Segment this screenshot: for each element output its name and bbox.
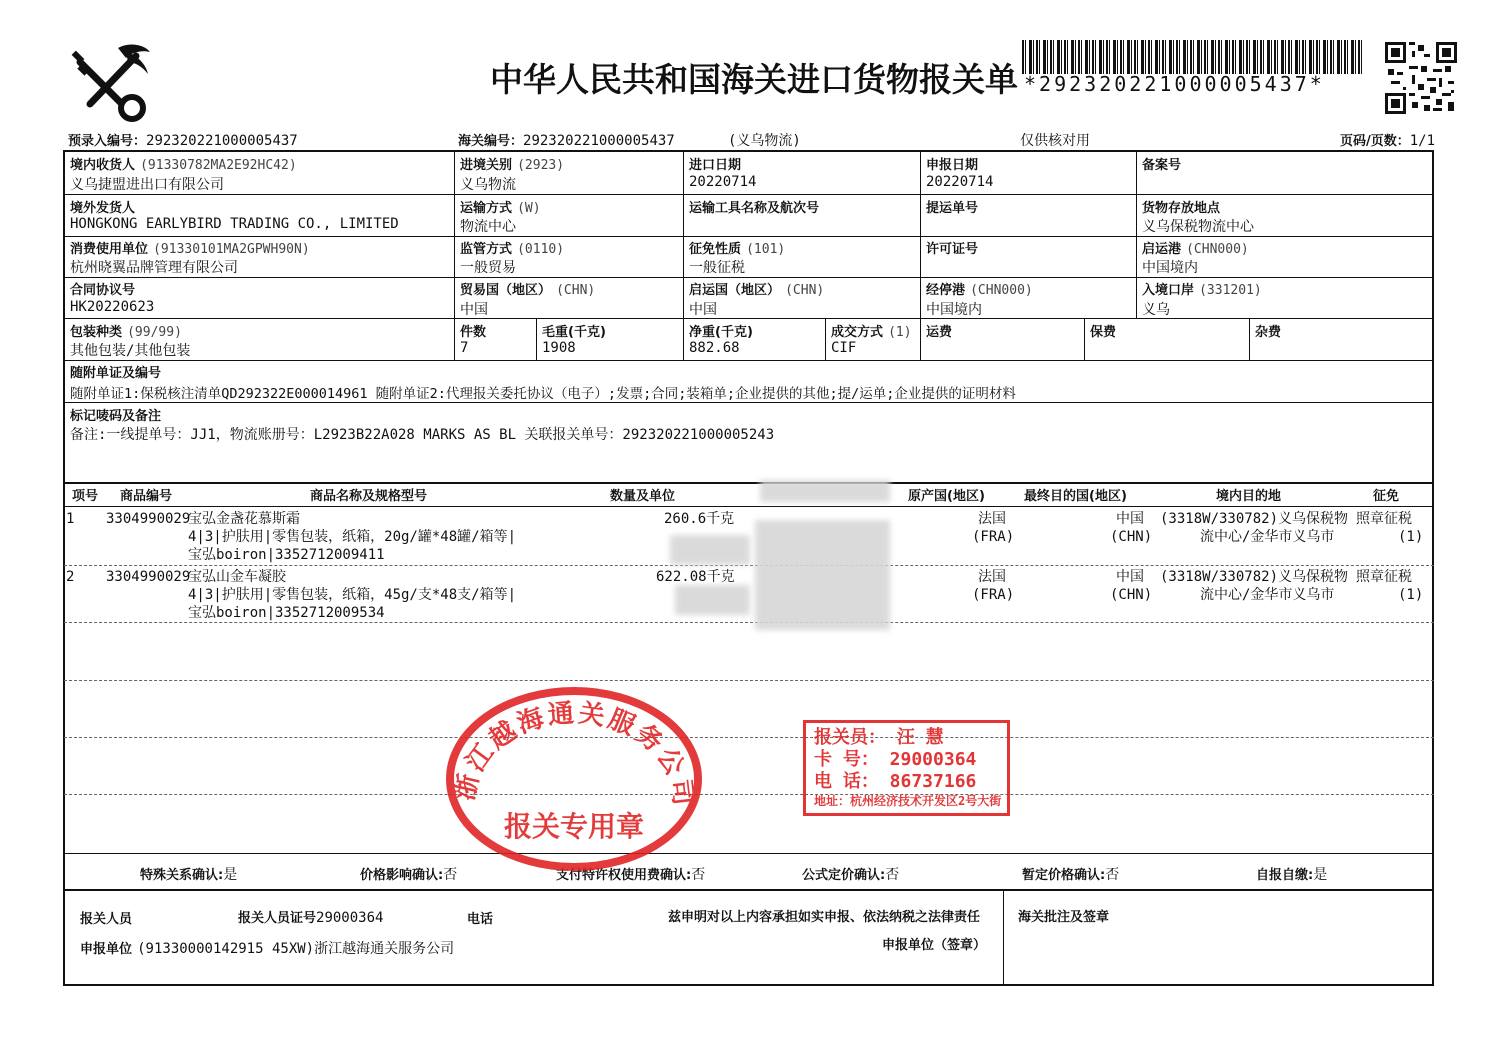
remarks-value: 备注:一线提单号：JJ1，物流账册号：L2923B22A028 MARKS AS BL 关联报关单号：292320221000005243 xyxy=(70,427,775,443)
transaction-code: (1) xyxy=(888,325,912,340)
price-impact-label: 价格影响确认: xyxy=(360,868,444,883)
row-levy-code: (1) xyxy=(1398,587,1424,603)
transport-mode-label: 运输方式 xyxy=(460,201,513,216)
col-final-dest: 最终目的国(地区) xyxy=(1024,489,1127,504)
consignee-label: 境内收货人 xyxy=(70,158,136,173)
departure-port-label: 启运港 xyxy=(1142,242,1182,257)
import-date-value: 20220714 xyxy=(689,174,757,190)
entry-port-value: 义乌 xyxy=(1142,302,1170,318)
stamp-line-declarant: 报关员： 汪 慧 xyxy=(814,727,944,748)
redacted-region xyxy=(755,520,890,630)
pre-entry-number: 292320221000005437 xyxy=(146,133,298,149)
departure-port-code: (CHN000) xyxy=(1186,242,1249,257)
consignee-code: (91330782MA2E92HC42) xyxy=(140,158,297,173)
bill-no-label: 提运单号 xyxy=(926,201,979,216)
row-hs-code: 3304990029 xyxy=(106,569,191,585)
consumer-code: (91330101MA2GPWH90N) xyxy=(153,242,310,257)
row-goods-brand: 宝弘boiron|3352712009411 xyxy=(188,547,385,563)
phone-label: 电话 xyxy=(467,912,494,927)
row-goods-name: 宝弘山金车凝胶 xyxy=(188,569,286,585)
redacted-region xyxy=(675,585,750,615)
row-final-dest-code: (CHN) xyxy=(1110,587,1153,603)
consignee-value: 义乌捷盟进出口有限公司 xyxy=(70,177,224,193)
attached-docs-value: 随附单证1:保税核注清单QD292322E000014961 随附单证2:代理报关委托协议（电子）;发票;合同;装箱单;企业提供的其他;提/运单;企业提供的证明材料 xyxy=(70,386,1016,402)
row-origin: 法国 xyxy=(978,511,1006,527)
attached-docs-label: 随附单证及编号 xyxy=(70,366,162,381)
supervision-value: 一般贸易 xyxy=(460,260,516,276)
row-domestic-dest: (3318W/330782)义乌保税物 xyxy=(1160,569,1349,585)
row-goods-spec: 4|3|护肤用|零售包装，纸箱，20g/罐*48罐/箱等| xyxy=(188,529,517,545)
declare-date-value: 20220714 xyxy=(926,174,994,190)
row-domestic-dest-2: 流中心/金华市义乌市 xyxy=(1200,529,1335,545)
page-title: 中华人民共和国海关进口货物报关单 xyxy=(490,60,1018,99)
row-domestic-dest: (3318W/330782)义乌保税物 xyxy=(1160,511,1349,527)
freight-label: 运费 xyxy=(926,325,953,340)
import-date-label: 进口日期 xyxy=(689,158,742,173)
consumer-label: 消费使用单位 xyxy=(70,242,149,257)
trade-country-label: 贸易国（地区） xyxy=(460,283,552,298)
package-type-label: 包装种类 xyxy=(70,325,123,340)
unit-signature-label: 申报单位（签章） xyxy=(882,938,987,953)
row-goods-name: 宝弘金盏花慕斯霜 xyxy=(188,511,300,527)
pieces-value: 7 xyxy=(460,340,469,356)
special-relation-value: 是 xyxy=(223,867,238,883)
col-origin: 原产国(地区) xyxy=(908,489,985,504)
provisional-price-value: 否 xyxy=(1105,867,1120,883)
stamp-line-address: 地址：杭州经济技术开发区2号大街 xyxy=(814,794,1002,808)
row-levy: 照章征税 xyxy=(1356,511,1412,527)
row-no: 1 xyxy=(66,511,75,527)
special-relation-label: 特殊关系确认: xyxy=(140,868,224,883)
levy-code: (101) xyxy=(746,242,786,257)
self-pay-label: 自报自缴: xyxy=(1256,868,1314,883)
customs-approval-label: 海关批注及签章 xyxy=(1018,910,1110,925)
origin-country-value: 中国 xyxy=(689,302,717,318)
col-levy: 征免 xyxy=(1373,489,1400,504)
customs-number: 292320221000005437 xyxy=(523,133,675,149)
customs-no-label: 海关编号： xyxy=(458,134,524,149)
row-quantity: 622.08千克 xyxy=(656,569,735,585)
net-weight-label: 净重(千克) xyxy=(689,325,753,340)
remarks-label: 标记唛码及备注 xyxy=(70,409,162,424)
misc-fee-label: 杂费 xyxy=(1255,325,1282,340)
row-levy: 照章征税 xyxy=(1356,569,1412,585)
contract-label: 合同协议号 xyxy=(70,283,136,298)
row-final-dest-code: (CHN) xyxy=(1110,529,1153,545)
row-domestic-dest-2: 流中心/金华市义乌市 xyxy=(1200,587,1335,603)
shipper-label: 境外发货人 xyxy=(70,201,136,216)
row-goods-brand: 宝弘boiron|3352712009534 xyxy=(188,605,385,621)
origin-country-code: (CHN) xyxy=(785,283,825,298)
page-label: 页码/页数： xyxy=(1340,134,1410,149)
formula-price-value: 否 xyxy=(885,867,900,883)
contract-value: HK20220623 xyxy=(70,299,155,315)
row-no: 2 xyxy=(66,569,75,585)
entry-customs-value: 义乌物流 xyxy=(460,177,516,193)
supervision-code: (0110) xyxy=(517,242,565,257)
trade-country-value: 中国 xyxy=(460,302,488,318)
declaring-unit-value: (91330000142915 45XW)浙江越海通关服务公司 xyxy=(137,941,455,957)
package-type-code: (99/99) xyxy=(127,325,182,340)
transaction-value: CIF xyxy=(831,340,857,356)
entry-port-code: (331201) xyxy=(1199,283,1262,298)
transport-mode-code: (W) xyxy=(517,201,541,216)
customs-name: (义乌物流) xyxy=(728,133,801,149)
customs-emblem-logo xyxy=(66,42,158,122)
redacted-region xyxy=(670,535,750,565)
entry-customs-label: 进境关别 xyxy=(460,158,513,173)
seal-ring-text: 浙江越海通关服务公司 xyxy=(449,698,699,810)
declare-date-label: 申报日期 xyxy=(926,158,979,173)
gross-weight-value: 1908 xyxy=(542,340,576,356)
insurance-label: 保费 xyxy=(1090,325,1117,340)
transaction-label: 成交方式 xyxy=(831,325,884,340)
col-goods-name: 商品名称及规格型号 xyxy=(310,489,428,504)
company-seal-stamp xyxy=(444,684,704,874)
row-origin-code: (FRA) xyxy=(972,529,1015,545)
provisional-price-label: 暂定价格确认: xyxy=(1022,868,1106,883)
stamp-line-card: 卡 号： 29000364 xyxy=(814,749,977,770)
legal-statement: 兹申明对以上内容承担如实申报、依法纳税之法律责任 xyxy=(668,910,981,925)
row-hs-code: 3304990029 xyxy=(106,511,191,527)
declarant-label: 报关人员 xyxy=(80,912,133,927)
entry-port-label: 入境口岸 xyxy=(1142,283,1195,298)
col-hs-code: 商品编号 xyxy=(120,489,173,504)
declaring-unit-label: 申报单位 xyxy=(80,942,133,957)
declarant-cert-value: 29000364 xyxy=(316,910,384,926)
gross-weight-label: 毛重(千克) xyxy=(542,325,606,340)
net-weight-value: 882.68 xyxy=(689,340,740,356)
package-type-value: 其他包装/其他包装 xyxy=(70,343,191,359)
storage-place-label: 货物存放地点 xyxy=(1142,201,1221,216)
barcode xyxy=(1022,40,1364,74)
declarant-stamp xyxy=(803,720,1010,816)
pieces-label: 件数 xyxy=(460,325,487,340)
col-item-no: 项号 xyxy=(72,489,99,504)
transit-port-label: 经停港 xyxy=(926,283,966,298)
row-quantity: 260.6千克 xyxy=(664,511,735,527)
page-value: 1/1 xyxy=(1409,133,1436,149)
transport-mode-value: 物流中心 xyxy=(460,219,516,235)
col-domestic-dest: 境内目的地 xyxy=(1216,489,1282,504)
origin-country-label: 启运国（地区） xyxy=(689,283,781,298)
transit-port-code: (CHN000) xyxy=(970,283,1033,298)
departure-port-value: 中国境内 xyxy=(1142,260,1198,276)
redacted-region xyxy=(760,480,890,502)
levy-label: 征免性质 xyxy=(689,242,742,257)
storage-place-value: 义乌保税物流中心 xyxy=(1142,219,1254,235)
transit-port-value: 中国境内 xyxy=(926,302,982,318)
formula-price-label: 公式定价确认: xyxy=(802,868,886,883)
row-final-dest: 中国 xyxy=(1116,569,1144,585)
self-pay-value: 是 xyxy=(1313,867,1328,883)
royalty-label: 支付特许权使用费确认: xyxy=(556,868,692,883)
pre-entry-label: 预录入编号： xyxy=(68,134,147,149)
seal-center-text: 报关专用章 xyxy=(503,810,645,843)
levy-value: 一般征税 xyxy=(689,260,745,276)
barcode-text: *292320221000005437* xyxy=(1024,72,1325,96)
check-note: 仅供核对用 xyxy=(1020,133,1090,149)
stamp-line-phone: 电 话： 86737166 xyxy=(814,771,977,792)
royalty-value: 否 xyxy=(691,867,706,883)
record-no-label: 备案号 xyxy=(1142,158,1182,173)
row-origin: 法国 xyxy=(978,569,1006,585)
license-label: 许可证号 xyxy=(926,242,979,257)
col-quantity: 数量及单位 xyxy=(610,489,676,504)
vessel-label: 运输工具名称及航次号 xyxy=(689,201,820,216)
row-final-dest: 中国 xyxy=(1116,511,1144,527)
row-levy-code: (1) xyxy=(1398,529,1424,545)
row-goods-spec: 4|3|护肤用|零售包装，纸箱，45g/支*48支/箱等| xyxy=(188,587,517,603)
shipper-value: HONGKONG EARLYBIRD TRADING CO., LIMITED xyxy=(70,216,399,232)
price-impact-value: 否 xyxy=(443,867,458,883)
entry-customs-code: (2923) xyxy=(517,158,565,173)
declarant-cert-label: 报关人员证号 xyxy=(238,911,317,926)
trade-country-code: (CHN) xyxy=(556,283,596,298)
consumer-value: 杭州晓翼品牌管理有限公司 xyxy=(70,260,238,276)
supervision-label: 监管方式 xyxy=(460,242,513,257)
row-origin-code: (FRA) xyxy=(972,587,1015,603)
qr-code xyxy=(1385,42,1457,114)
